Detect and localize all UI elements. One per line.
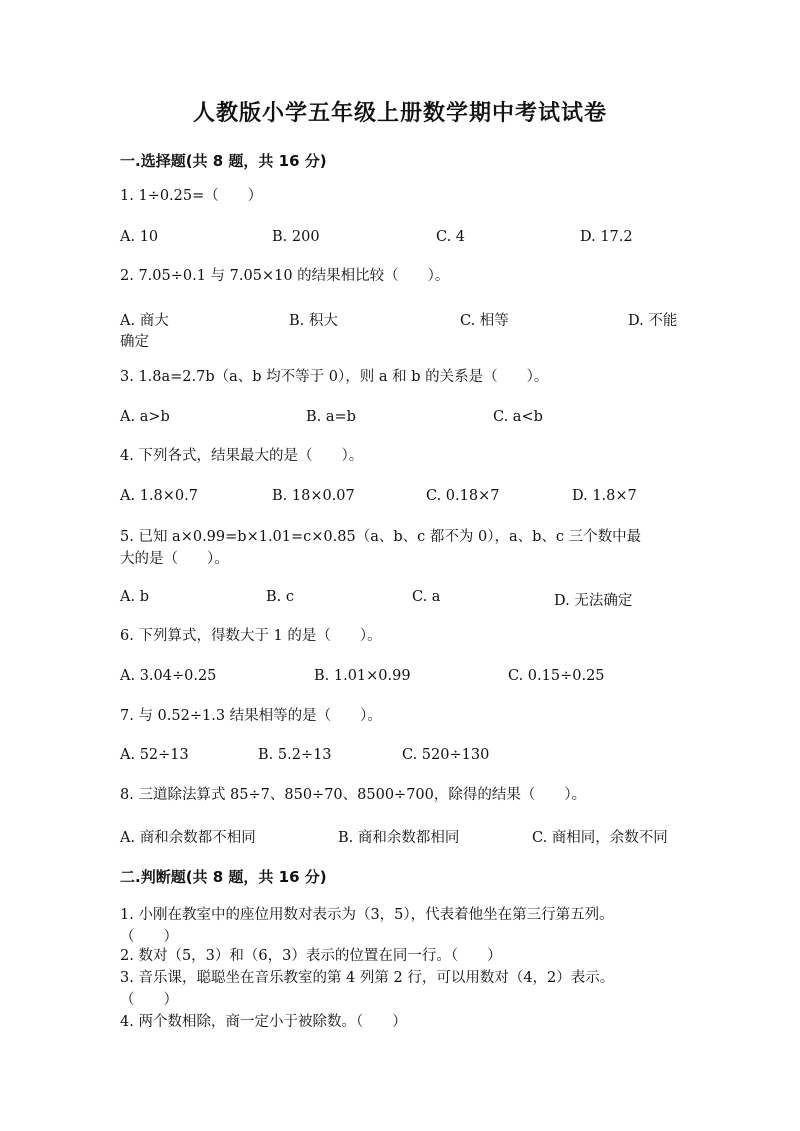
judgment-item: 4. 两个数相除，商一定小于被除数。（ ） <box>120 1014 407 1030</box>
option-b: B. 积大 <box>289 313 338 329</box>
option-b: B. 5.2÷13 <box>258 747 332 763</box>
option-b: B. 1.01×0.99 <box>314 668 411 684</box>
option-b: B. 商和余数都相同 <box>338 830 460 846</box>
option-c: C. 520÷130 <box>402 747 490 763</box>
page-title: 人教版小学五年级上册数学期中考试试卷 <box>192 101 607 126</box>
option-b: B. c <box>266 589 294 605</box>
judgment-item: 1. 小刚在教室中的座位用数对表示为（3，5），代表着他坐在第三行第五列。 <box>120 907 614 923</box>
question-stem: 2. 7.05÷0.1 与 7.05×10 的结果相比较（ ）。 <box>120 268 450 284</box>
judgment-item: 2. 数对（5，3）和（6，3）表示的位置在同一行。（ ） <box>120 948 502 964</box>
judgment-answer-blank: （ ） <box>120 992 178 1008</box>
option-c: C. 0.18×7 <box>426 488 500 504</box>
option-c: C. 4 <box>436 229 466 245</box>
section-heading-choice: 一.选择题(共 8 题，共 16 分) <box>120 152 327 170</box>
option-c: C. 商相同，余数不同 <box>532 830 668 846</box>
question-stem: 3. 1.8a=2.7b（a、b 均不等于 0），则 a 和 b 的关系是（ ）。 <box>120 369 549 385</box>
option-b: B. a=b <box>306 409 356 425</box>
section-heading-judgment: 二.判断题(共 8 题，共 16 分) <box>120 868 327 886</box>
option-c: C. 相等 <box>460 313 509 329</box>
question-stem: 1. 1÷0.25=（ ） <box>120 188 263 204</box>
option-a: A. 商大 <box>120 313 169 329</box>
judgment-item: 3. 音乐课，聪聪坐在音乐教室的第 4 列第 2 行，可以用数对（4，2）表示。 <box>120 970 615 986</box>
question-stem: 5. 已知 a×0.99=b×1.01=c×0.85（a、b、c 都不为 0），a、b、c 三个数中最 <box>120 529 642 545</box>
option-a: A. 1.8×0.7 <box>120 488 198 504</box>
question-stem: 4. 下列各式，结果最大的是（ ）。 <box>120 448 364 464</box>
option-a: A. b <box>120 589 149 605</box>
option-a: A. a>b <box>120 409 170 425</box>
option-d: D. 1.8×7 <box>572 488 637 504</box>
option-c: C. a <box>412 589 441 605</box>
option-a: A. 商和余数都不相同 <box>120 830 256 846</box>
option-a: A. 3.04÷0.25 <box>120 668 217 684</box>
option-b: B. 200 <box>272 229 320 245</box>
judgment-answer-blank: （ ） <box>120 929 178 945</box>
question-stem: 8. 三道除法算式 85÷7、850÷70、8500÷700，除得的结果（ ）。 <box>120 787 587 803</box>
question-stem-continued: 大的是（ ）。 <box>120 551 229 567</box>
option-d-continued: 确定 <box>120 334 149 350</box>
option-c: C. 0.15÷0.25 <box>508 668 605 684</box>
option-a: A. 52÷13 <box>120 747 189 763</box>
question-stem: 6. 下列算式，得数大于 1 的是（ ）。 <box>120 628 382 644</box>
option-d: D. 17.2 <box>580 229 633 245</box>
option-b: B. 18×0.07 <box>272 488 355 504</box>
option-c: C. a<b <box>493 409 543 425</box>
option-a: A. 10 <box>120 229 159 245</box>
option-d: D. 无法确定 <box>554 593 633 609</box>
option-d: D. 不能 <box>628 313 678 329</box>
question-stem: 7. 与 0.52÷1.3 结果相等的是（ ）。 <box>120 708 382 724</box>
